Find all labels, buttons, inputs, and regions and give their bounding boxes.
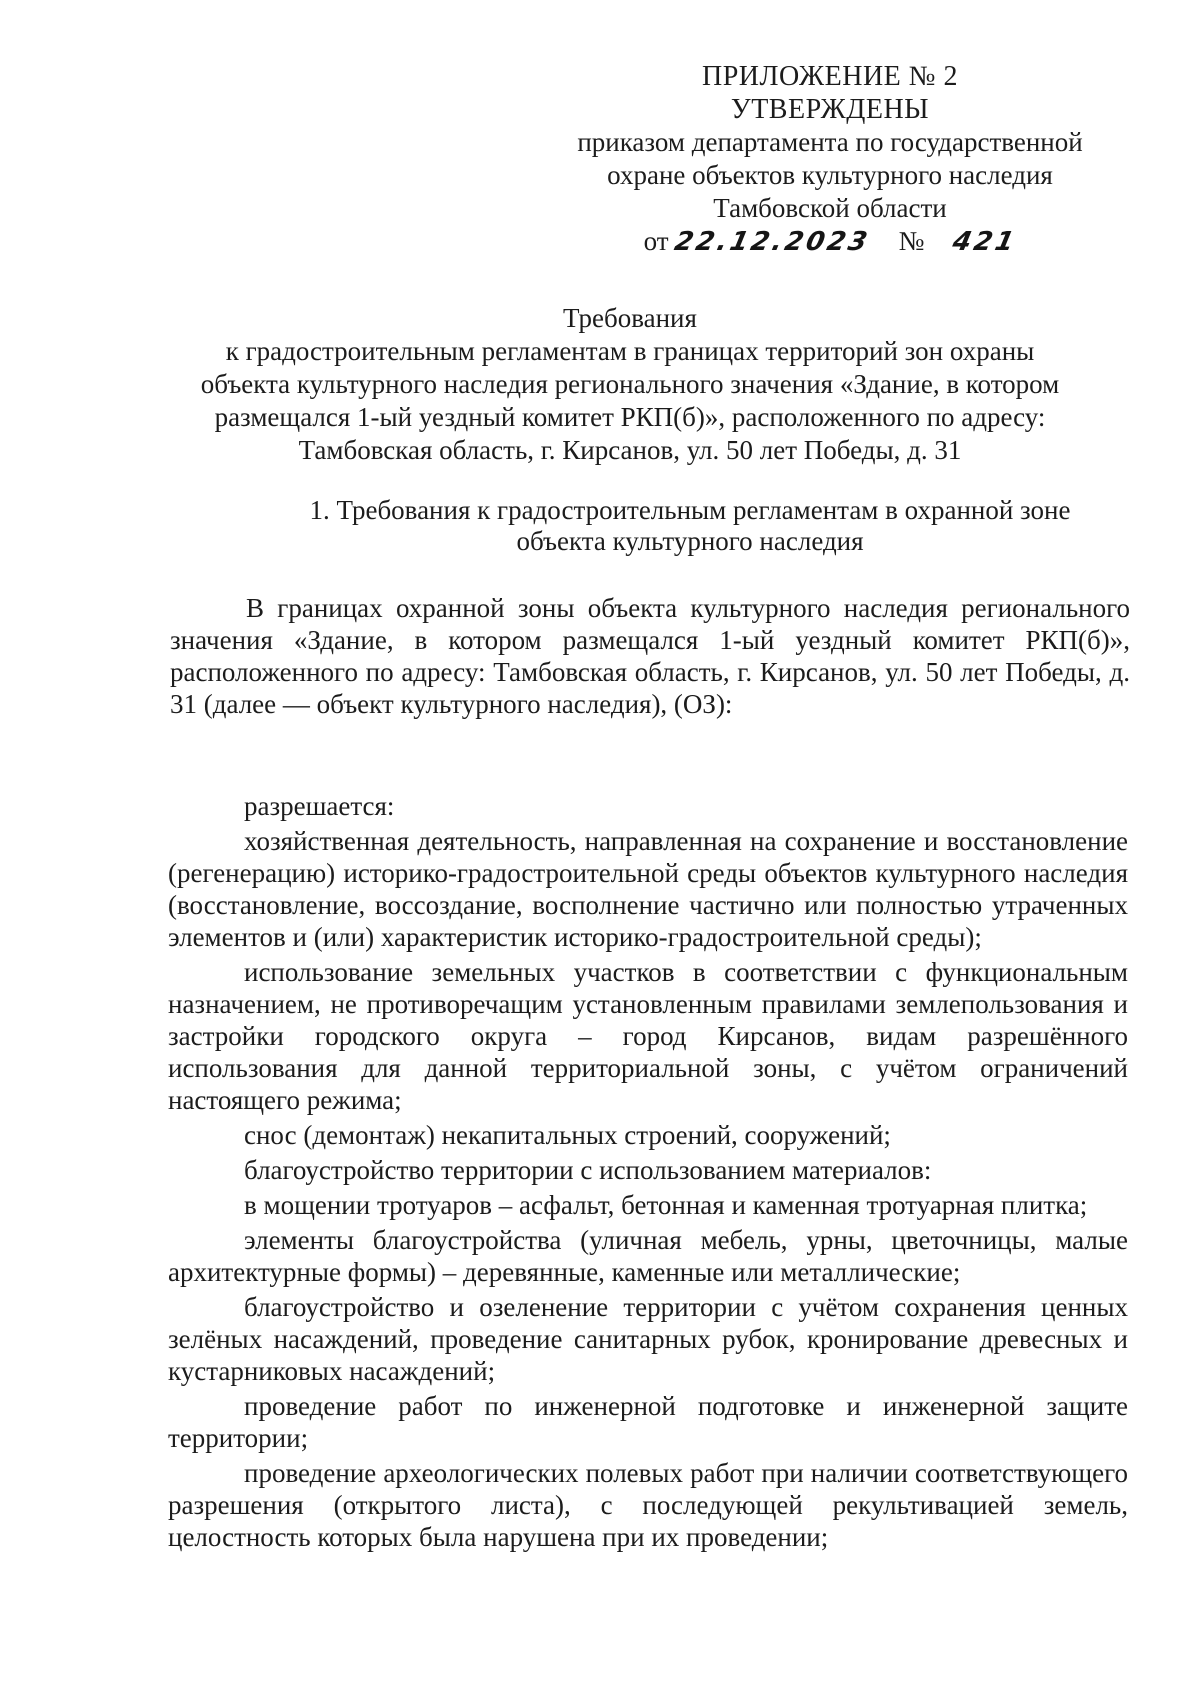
- list-item: проведение работ по инженерной подготовке и инженерной защите территории;: [168, 1391, 1128, 1453]
- date-prefix: от: [643, 226, 669, 256]
- order-date-line: [643, 225, 1020, 259]
- order-line-3: Тамбовской области: [713, 193, 947, 223]
- list-item: в мощении тротуаров – асфальт, бетонная и каменная тротуарная плитка;: [244, 1190, 1088, 1220]
- title-line-2: объекта культурного наследия регионального значения «Здание, в котором: [200, 369, 1060, 399]
- document-title: [150, 302, 1110, 467]
- intro-section: [170, 592, 1130, 720]
- appendix-label: ПРИЛОЖЕНИЕ № 2: [702, 61, 958, 92]
- section-heading: [270, 495, 1110, 557]
- approval-header: [540, 60, 1120, 259]
- intro-paragraph: В границах охранной зоны объекта культурного наследия регионального значения «Здание, в котором размещался 1-ый уездный комитет РКП(б)», расположенного по адресу: Тамбовская область, г. Кирсанов, ул. 50 лет Победы, д. 31 (далее — объект культурного наследия), (ОЗ):: [170, 593, 1130, 719]
- title-line-4: Тамбовская область, г. Кирсанов, ул. 50 лет Победы, д. 31: [298, 435, 962, 465]
- list-item: благоустройство и озеленение территории с учётом сохранения ценных зелёных насаждений, проведение санитарных рубок, кронирование древесных и кустарниковых насаждений;: [168, 1292, 1128, 1386]
- allowed-label: разрешается:: [244, 791, 395, 821]
- allowed-list: [168, 790, 1128, 1556]
- list-item: снос (демонтаж) некапитальных строений, сооружений;: [244, 1120, 891, 1150]
- list-item: элементы благоустройства (уличная мебель, урны, цветочницы, малые архитектурные формы) – деревянные, каменные или металлические;: [168, 1225, 1128, 1287]
- list-item: хозяйственная деятельность, направленная на сохранение и восстановление (регенерацию) историко-градостроительной среды объектов культурного наследия (восстановление, воссоздание, восполнение частично или полностью утраченных элементов и (или) характеристик историко-градостроительной среды);: [168, 826, 1128, 952]
- list-item: использование земельных участков в соответствии с функциональным назначением, не противоречащим установленным правилами землепользования и застройки городского округа – город Кирсанов, видам разрешённого использования для данной территориальной зоны, с учётом ограничений настоящего режима;: [168, 957, 1128, 1115]
- number-sign: №: [898, 226, 925, 256]
- section-heading-line-1: 1. Требования к градостроительным регламентам в охранной зоне: [309, 495, 1071, 525]
- title-line-3: размещался 1-ый уездный комитет РКП(б)», расположенного по адресу:: [214, 402, 1046, 432]
- order-line-2: охране объектов культурного наследия: [607, 160, 1053, 190]
- approved-label: УТВЕРЖДЕНЫ: [730, 94, 930, 125]
- title-heading: Требования: [563, 303, 697, 333]
- handwritten-number: 421: [949, 227, 1020, 257]
- list-item: благоустройство территории с использованием материалов:: [244, 1155, 932, 1185]
- order-line-1: приказом департамента по государственной: [577, 127, 1083, 157]
- section-heading-line-2: объекта культурного наследия: [516, 526, 864, 556]
- handwritten-date: 22.12.2023: [672, 227, 874, 257]
- list-item: проведение археологических полевых работ при наличии соответствующего разрешения (открытого листа), с последующей рекультивацией земель, целостность которых была нарушена при их проведении;: [168, 1458, 1128, 1552]
- title-line-1: к градостроительным регламентам в границах территорий зон охраны: [225, 336, 1035, 366]
